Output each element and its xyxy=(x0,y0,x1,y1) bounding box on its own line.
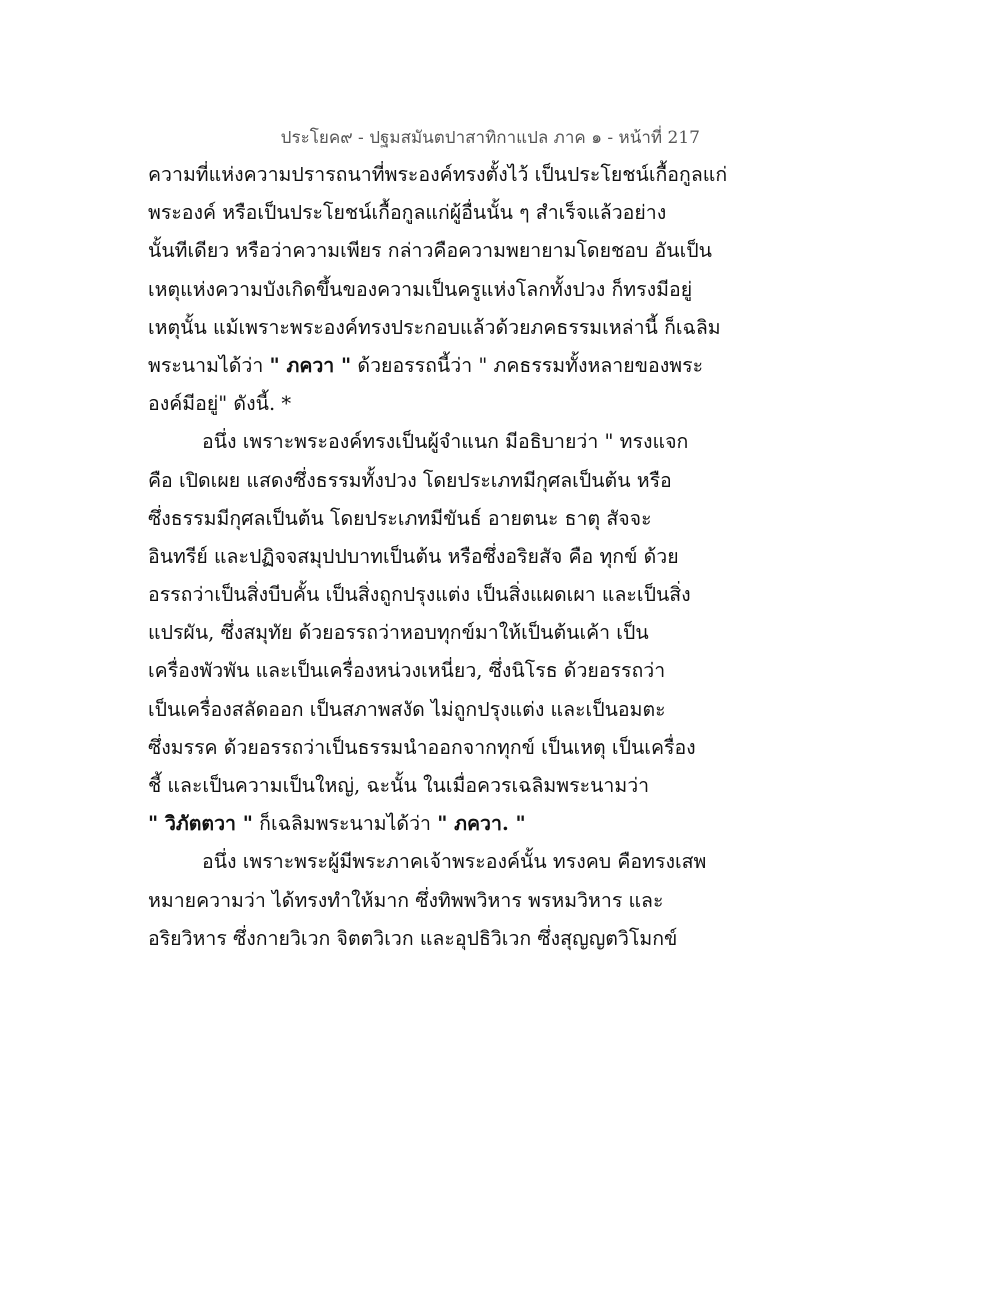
bold-term-vibhattava: " วิภัตตวา " xyxy=(148,812,253,836)
text-line: นั้นทีเดียว หรือว่าความเพียร กล่าวคือความพยายามโดยชอบ อันเป็น xyxy=(148,239,712,263)
bold-term-bhagava: " ภควา. " xyxy=(437,812,526,836)
text-line: คือ เปิดเผย แสดงซึ่งธรรมทั้งปวง โดยประเภทมีกุศลเป็นต้น หรือ xyxy=(148,468,672,492)
text-line xyxy=(148,347,728,385)
text-line: อรรถว่าเป็นสิ่งบีบคั้น เป็นสิ่งถูกปรุงแต่ง เป็นสิ่งแผดเผา และเป็นสิ่ง xyxy=(148,583,691,607)
text-line: แปรผัน, ซึ่งสมุทัย ด้วยอรรถว่าหอบทุกข์มาให้เป็นต้นเค้า เป็น xyxy=(148,621,649,645)
text-line: หมายความว่า ได้ทรงทำให้มาก ซึ่งทิพพวิหาร พรหมวิหาร และ xyxy=(148,888,664,912)
running-header: ประโยค๙ - ปฐมสมันตปาสาทิกาแปล ภาค ๑ - หน้าที่ 217 xyxy=(280,128,700,148)
text-line: ชี้ และเป็นความเป็นใหญ่, ฉะนั้น ในเมื่อควรเฉลิมพระนามว่า xyxy=(148,774,650,797)
text-line: ซึ่งธรรมมีกุศลเป็นต้น โดยประเภทมีขันธ์ อายตนะ ธาตุ สัจจะ xyxy=(148,506,652,530)
bold-term-bhagava: " ภควา " xyxy=(269,353,352,377)
text-line: พระองค์ หรือเป็นประโยชน์เกื้อกูลแก่ผู้อื่นนั้น ๆ สำเร็จแล้วอย่าง xyxy=(148,201,667,225)
text-line: อินทรีย์ และปฏิจจสมุปปบาทเป็นต้น หรือซึ่งอริยสัจ คือ ทุกข์ ด้วย xyxy=(148,544,679,568)
text-line: องค์มีอยู่" ดังนี้. * xyxy=(148,392,292,416)
text-line: เหตุแห่งความบังเกิดขึ้นของความเป็นครูแห่งโลกทั้งปวง ก็ทรงมีอยู่ xyxy=(148,277,693,301)
text-line: เป็นเครื่องสลัดออก เป็นสภาพสงัด ไม่ถูกปรุงแต่ง และเป็นอมตะ xyxy=(148,697,666,721)
text-line: ซึ่งมรรค ด้วยอรรถว่าเป็นธรรมนำออกจากทุกข์ เป็นเหตุ เป็นเครื่อง xyxy=(148,735,696,759)
text-line: อริยวิหาร ซึ่งกายวิเวก จิตตวิเวก และอุปธิวิเวก ซึ่งสุญญตวิโมกข์ xyxy=(148,926,678,950)
text-segment: ด้วยอรรถนี้ว่า " ภคธรรมทั้งหลายของพระ xyxy=(351,353,704,377)
text-line: อนึ่ง เพราะพระองค์ทรงเป็นผู้จำแนก มีอธิบายว่า " ทรงแจก xyxy=(202,430,689,454)
text-line: เหตุนั้น แม้เพราะพระองค์ทรงประกอบแล้วด้วยภคธรรมเหล่านี้ ก็เฉลิม xyxy=(148,315,721,339)
body-text xyxy=(148,156,728,958)
text-line: เครื่องพัวพัน และเป็นเครื่องหน่วงเหนี่ยว, ซึ่งนิโรธ ด้วยอรรถว่า xyxy=(148,659,666,683)
text-line: ความที่แห่งความปรารถนาที่พระองค์ทรงตั้งไว้ เป็นประโยชน์เกื้อกูลแก่ xyxy=(148,163,728,186)
text-line xyxy=(148,805,728,843)
text-line: อนึ่ง เพราะพระผู้มีพระภาคเจ้าพระองค์นั้น ทรงคบ คือทรงเสพ xyxy=(202,850,707,874)
text-segment: ก็เฉลิมพระนามได้ว่า xyxy=(252,812,438,836)
text-segment: พระนามได้ว่า xyxy=(148,353,270,377)
